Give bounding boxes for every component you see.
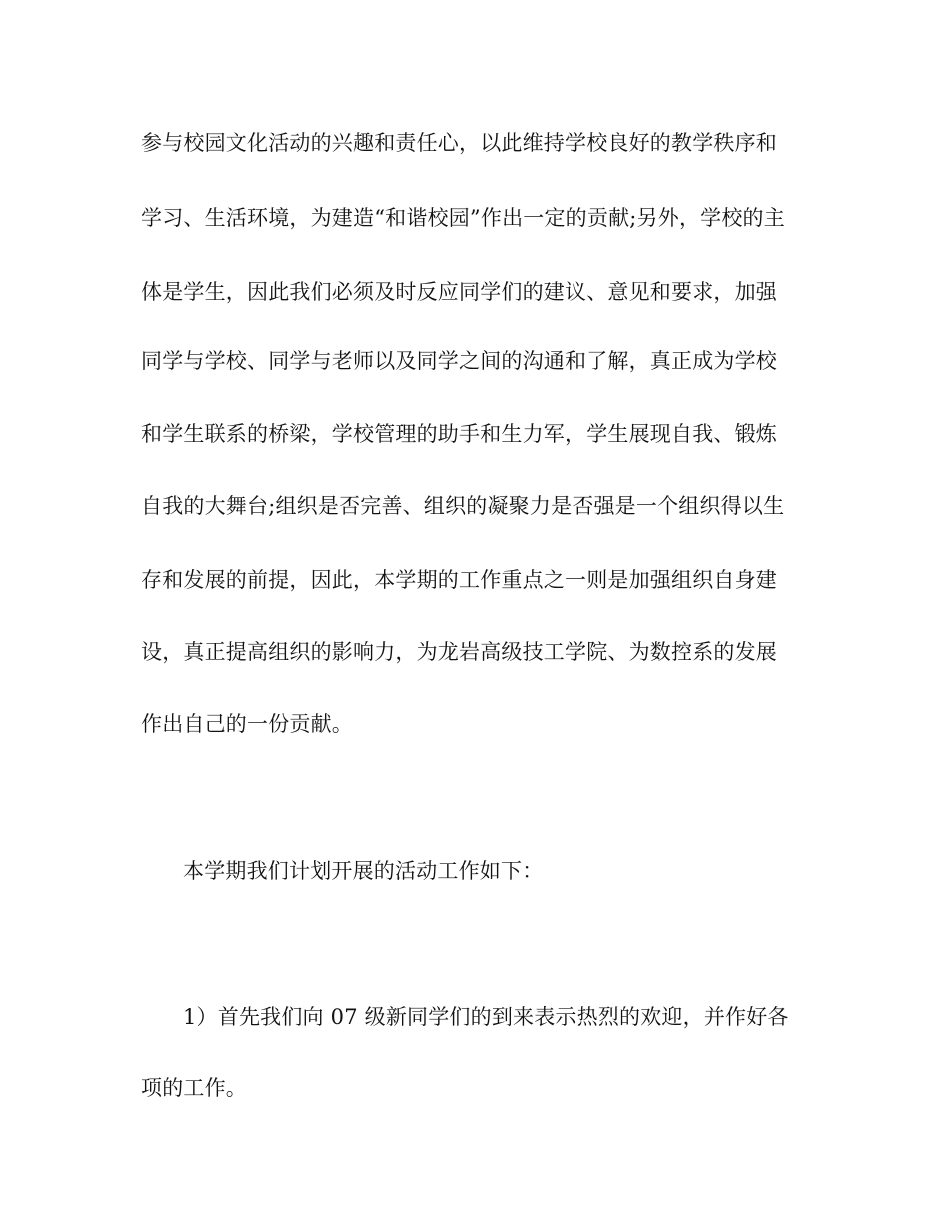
body-text-line: 同学与学校、同学与老师以及同学之间的沟通和了解，真正成为学校 [141,349,777,373]
body-text-line: 设，真正提高组织的影响力，为龙岩高级技工学院、为数控系的发展 [141,640,777,664]
body-text-line: 学习、生活环境，为建造“和谐校园”作出一定的贡献;另外，学校的主 [141,206,785,230]
body-text-line: 自我的大舞台;组织是否完善、组织的凝聚力是否强是一个组织得以生 [141,494,785,518]
body-text-line: 作出自己的一份贡献。 [141,712,353,736]
list-item-text-line: 项的工作。 [141,1076,247,1100]
section-intro-text: 本学期我们计划开展的活动工作如下： [183,859,544,883]
body-text-line: 体是学生，因此我们必须及时反应同学们的建议、意见和要求，加强 [141,280,777,304]
body-text-line: 参与校园文化活动的兴趣和责任心，以此维持学校良好的教学秩序和 [141,131,777,155]
list-item-text-line: 1）首先我们向 07 级新同学们的到来表示热烈的欢迎，并作好各 [183,1005,789,1029]
body-text-line: 存和发展的前提，因此，本学期的工作重点之一则是加强组织自身建 [141,568,777,592]
body-text-line: 和学生联系的桥梁，学校管理的助手和生力军，学生展现自我、锻炼 [141,422,777,446]
